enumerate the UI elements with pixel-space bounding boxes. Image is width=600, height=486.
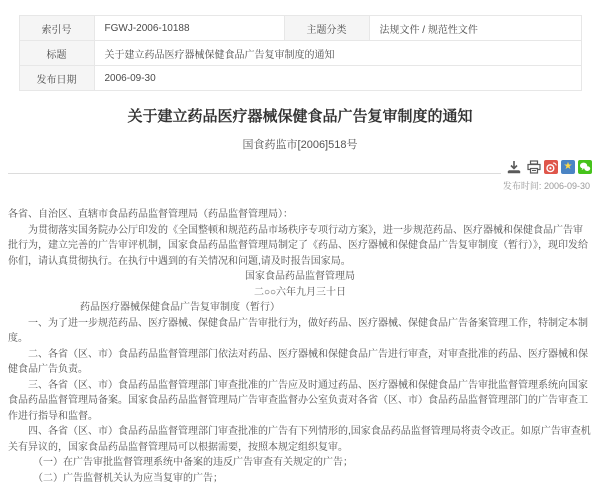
section-heading: 药品医疗器械保健食品广告复审制度（暂行） xyxy=(8,300,592,316)
item-4: 四、各省（区、市）食品药品监督管理部门审查批准的广告有下列情形的,国家食品药品监督管理局将责令改正。如原广告审查机关有异议的，国家食品药品监督管理局可以根据需要，按照本规定组织复审。 xyxy=(8,424,592,455)
meta-label-pubdate: 发布日期 xyxy=(19,66,94,91)
share-weibo-icon[interactable] xyxy=(544,160,558,174)
item-1: 一、为了进一步规范药品、医疗器械、保健食品广告审批行为，做好药品、医疗器械、保健食品广告备案管理工作，特制定本制度。 xyxy=(8,316,592,347)
divider-line xyxy=(8,158,501,174)
publish-time xyxy=(0,179,590,192)
print-icon[interactable] xyxy=(527,160,541,174)
table-row xyxy=(19,16,581,41)
document-number: 国食药监市[2006]518号 xyxy=(0,136,600,152)
meta-value-title: 关于建立药品医疗器械保健食品广告复审制度的通知 xyxy=(94,41,581,66)
share-qzone-icon[interactable]: ★ xyxy=(561,160,575,174)
table-row xyxy=(19,41,581,66)
publish-time-label: 发布时间: xyxy=(503,181,542,191)
signature-agency: 国家食品药品监督管理局 xyxy=(8,269,592,285)
item-3: 三、各省（区、市）食品药品监督管理部门审查批准的广告应及时通过药品、医疗器械和保健食品广告审批监督管理系统向国家食品药品监督管理局备案。国家食品药品监督管理局广告审查监督办公室负责对各省（区、市）食品药品监督管理部门的广告审查工作进行指导和监督。 xyxy=(8,378,592,425)
sub-item-2: （二）广告监督机关认为应当复审的广告； xyxy=(8,471,592,486)
article-toolbar xyxy=(8,158,592,174)
document-body xyxy=(8,207,592,486)
publish-time-value: 2006-09-30 xyxy=(544,181,590,191)
meta-label-title: 标题 xyxy=(19,41,94,66)
meta-label-category: 主题分类 xyxy=(284,16,369,41)
signature-date: 二○○六年九月三十日 xyxy=(8,285,592,301)
page-title: 关于建立药品医疗器械保健食品广告复审制度的通知 xyxy=(10,105,590,126)
document-meta-table xyxy=(19,15,582,91)
share-wechat-icon[interactable] xyxy=(578,160,592,174)
meta-label-index: 索引号 xyxy=(19,16,94,41)
meta-value-category: 法规文件 / 规范性文件 xyxy=(369,16,581,41)
item-2: 二、各省（区、市）食品药品监督管理部门依法对药品、医疗器械和保健食品广告进行审查，对审查批准的药品、医疗器械和保健食品广告负责。 xyxy=(8,347,592,378)
table-row xyxy=(19,66,581,91)
meta-value-pubdate: 2006-09-30 xyxy=(94,66,581,91)
meta-value-index: FGWJ-2006-10188 xyxy=(94,16,284,41)
salutation: 各省、自治区、直辖市食品药品监督管理局（药品监督管理局）： xyxy=(8,207,592,223)
sub-item-1: （一）在广告审批监督管理系统中备案的违反广告审查有关规定的广告； xyxy=(8,455,592,471)
intro-paragraph: 为贯彻落实国务院办公厅印发的《全国整顿和规范药品市场秩序专项行动方案》，进一步规范药品、医疗器械和保健食品广告审批行为，建立完善的广告审评机制，国家食品药品监督管理局制定了《药品、医疗器械和保健食品广告复审制度（暂行）》，现印发给你们，请认真贯彻执行。在执行中遇到的有关情况和问题,请及时报告国家局。 xyxy=(8,223,592,270)
download-icon[interactable] xyxy=(507,160,521,174)
